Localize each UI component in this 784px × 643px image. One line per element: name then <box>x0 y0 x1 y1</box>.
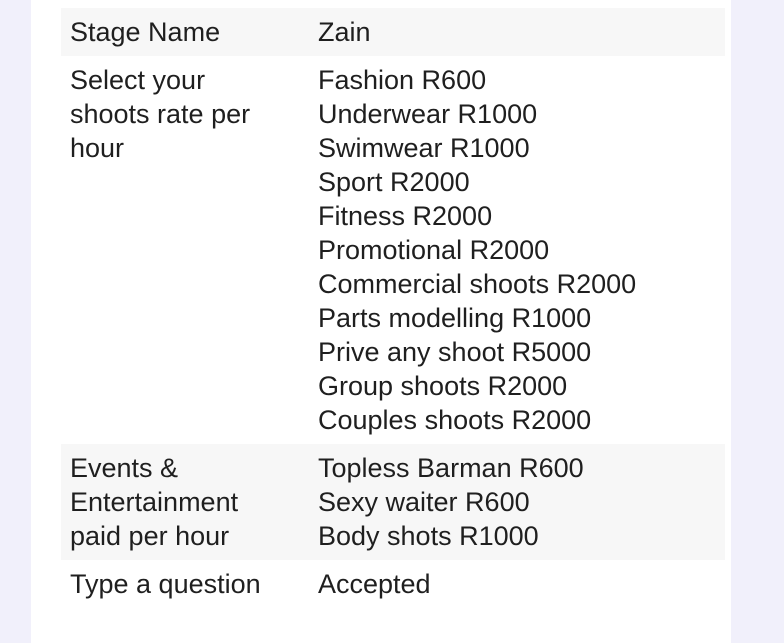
rate-item: Swimwear R1000 <box>318 133 530 163</box>
label-text: hour <box>70 133 125 163</box>
rate-item: Fitness R2000 <box>318 201 493 231</box>
row-label <box>61 444 309 560</box>
right-background-band <box>731 0 784 643</box>
rate-item: Commercial shoots R2000 <box>318 269 637 299</box>
rate-item: Sport R2000 <box>318 167 470 197</box>
label-text: shoots rate per <box>70 99 251 129</box>
profile-details-table <box>61 8 725 608</box>
label-text: Stage Name <box>70 17 221 47</box>
value-text: Zain <box>318 17 371 47</box>
row-value <box>309 560 725 608</box>
rate-item: Sexy waiter R600 <box>318 487 530 517</box>
table-row-events <box>61 444 725 560</box>
table-row-question <box>61 560 725 608</box>
label-text: Entertainment <box>70 487 239 517</box>
label-text: paid per hour <box>70 521 230 551</box>
row-label <box>61 8 309 56</box>
label-text: Events & <box>70 453 179 483</box>
label-text: Type a question <box>70 569 261 599</box>
row-value <box>309 8 725 56</box>
rate-item: Couples shoots R2000 <box>318 405 592 435</box>
value-text: Accepted <box>318 569 431 599</box>
rate-item: Promotional R2000 <box>318 235 550 265</box>
rate-item: Parts modelling R1000 <box>318 303 592 333</box>
left-background-band <box>0 0 31 643</box>
rate-item: Topless Barman R600 <box>318 453 584 483</box>
details-panel <box>31 0 731 643</box>
row-label <box>61 560 309 608</box>
row-value <box>309 56 725 444</box>
label-text: Select your <box>70 65 206 95</box>
rate-item: Underwear R1000 <box>318 99 538 129</box>
table-row-shoot-rates <box>61 56 725 444</box>
rate-item: Group shoots R2000 <box>318 371 568 401</box>
table-row-stage-name <box>61 8 725 56</box>
rate-item: Prive any shoot R5000 <box>318 337 592 367</box>
rate-item: Body shots R1000 <box>318 521 539 551</box>
row-label <box>61 56 309 444</box>
row-value <box>309 444 725 560</box>
rate-item: Fashion R600 <box>318 65 487 95</box>
